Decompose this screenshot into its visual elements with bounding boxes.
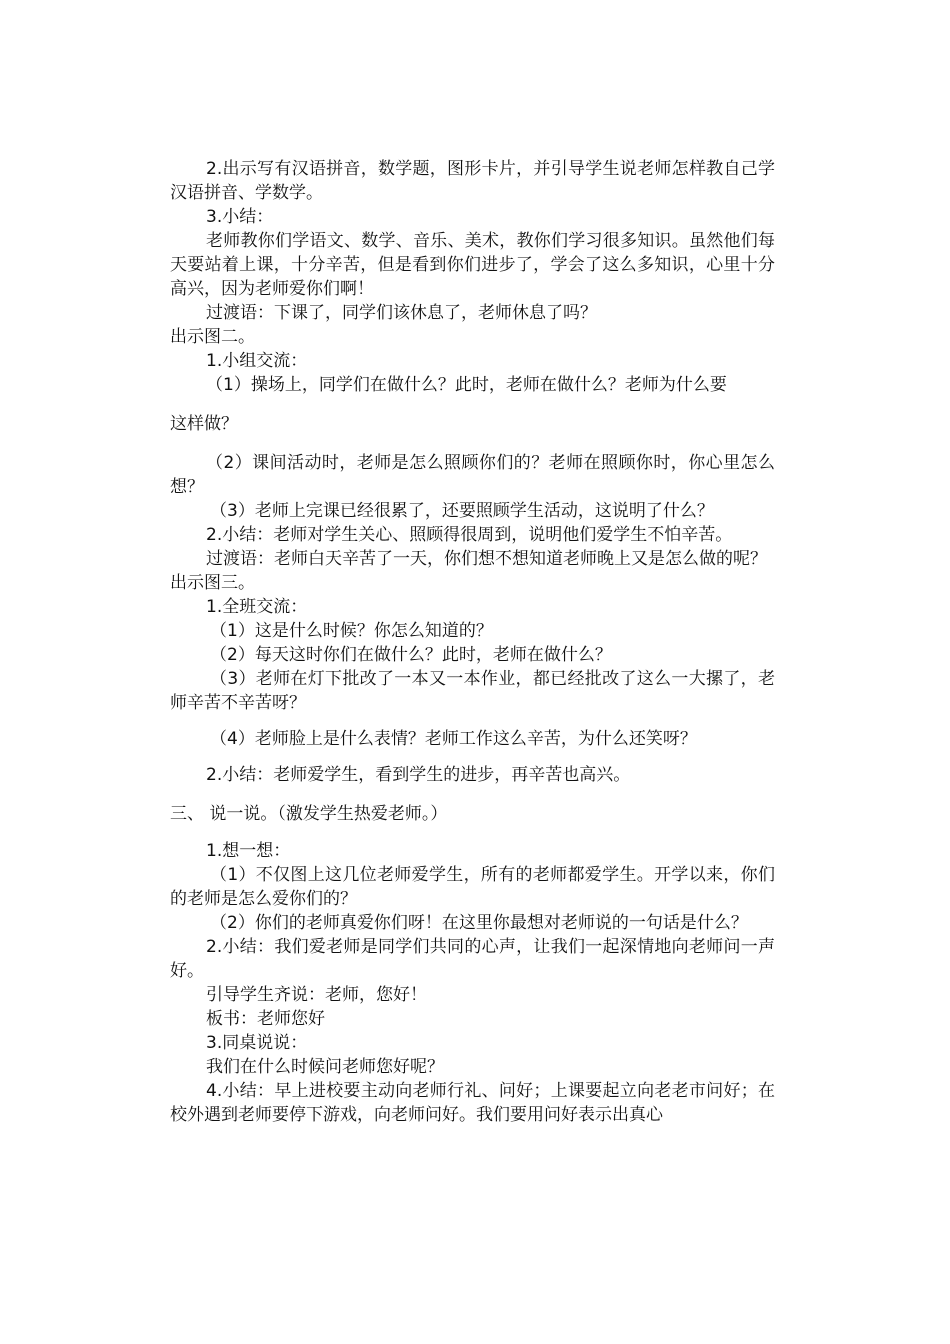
paragraph: 板书：老师您好	[206, 1009, 325, 1029]
paragraph: 出示图三。	[170, 573, 255, 593]
paragraph: 过渡语：下课了，同学们该休息了，老师休息了吗？	[206, 303, 597, 323]
paragraph: 4.小结：早上进校要主动向老师行礼、问好；上课要起立向老老市问好；在校外遇到老师要停下游戏，向老师问好。我们要用问好表示出真心	[170, 1081, 775, 1125]
paragraph: 2.小结：老师爱学生，看到学生的进步，再辛苦也高兴。	[206, 765, 631, 785]
document-body	[170, 157, 775, 1127]
paragraph: （3）老师在灯下批改了一本又一本作业，都已经批改了这么一大摞了，老师辛苦不辛苦呀？	[170, 669, 775, 713]
section-heading: 三、 说一说。（激发学生热爱老师。）	[170, 804, 448, 824]
paragraph: 3.同桌说说：	[206, 1033, 308, 1053]
paragraph: （2）你们的老师真爱你们呀！在这里你最想对老师说的一句话是什么？	[210, 913, 748, 933]
paragraph: 出示图二。	[170, 327, 255, 347]
paragraph: 过渡语：老师白天辛苦了一天，你们想不想知道老师晚上又是怎么做的呢？	[206, 549, 767, 569]
paragraph: （1）操场上，同学们在做什么？此时，老师在做什么？老师为什么要	[206, 375, 727, 395]
paragraph: 老师教你们学语文、数学、音乐、美术，教你们学习很多知识。虽然他们每天要站着上课，十分辛苦，但是看到你们进步了，学会了这么多知识，心里十分高兴，因为老师爱你们啊！	[170, 231, 775, 299]
paragraph: 2.出示写有汉语拼音，数学题，图形卡片，并引导学生说老师怎样教自己学汉语拼音、学数学。	[170, 159, 775, 203]
paragraph: 1.想一想：	[206, 841, 291, 861]
paragraph: （2）课间活动时，老师是怎么照顾你们的？老师在照顾你时，你心里怎么想？	[170, 453, 775, 497]
paragraph: 引导学生齐说：老师，您好！	[206, 985, 427, 1005]
paragraph: 3.小结：	[206, 207, 274, 227]
paragraph: （1）这是什么时候？你怎么知道的？	[210, 621, 493, 641]
paragraph: （4）老师脸上是什么表情？老师工作这么辛苦，为什么还笑呀？	[210, 729, 697, 749]
paragraph: 2.小结：老师对学生关心、照顾得很周到，说明他们爱学生不怕辛苦。	[206, 525, 733, 545]
paragraph: 这样做？	[170, 414, 238, 434]
paragraph: 2.小结：我们爱老师是同学们共同的心声，让我们一起深情地向老师问一声好。	[170, 937, 775, 981]
paragraph: 我们在什么时候问老师您好呢？	[206, 1057, 444, 1077]
paragraph: 1.小组交流：	[206, 351, 308, 371]
paragraph: （3）老师上完课已经很累了，还要照顾学生活动，这说明了什么？	[210, 501, 714, 521]
paragraph: （1）不仅图上这几位老师爱学生，所有的老师都爱学生。开学以来，你们的老师是怎么爱你们的？	[170, 865, 775, 909]
paragraph: 1.全班交流：	[206, 597, 308, 617]
paragraph: （2）每天这时你们在做什么？此时，老师在做什么？	[210, 645, 612, 665]
